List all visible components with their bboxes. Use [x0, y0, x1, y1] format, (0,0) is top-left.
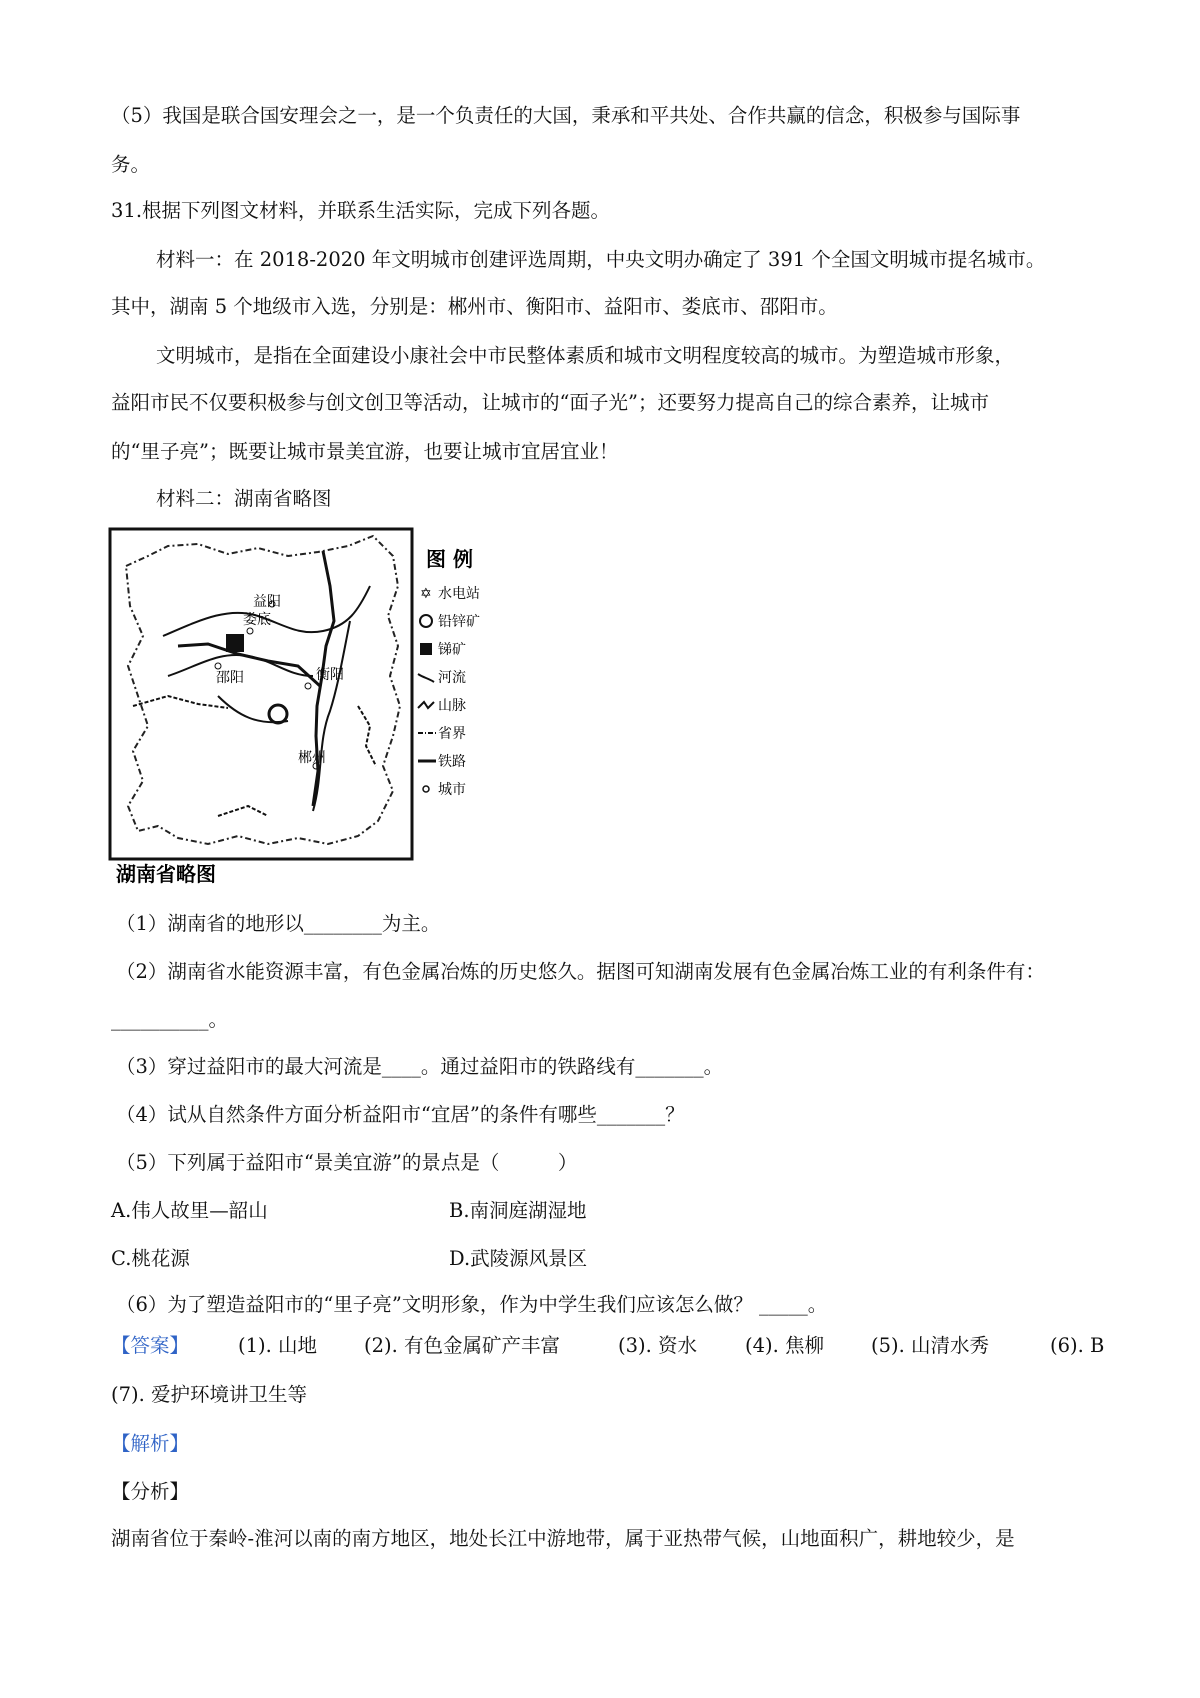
analysis-label: 【解析】 — [111, 1432, 190, 1455]
subquestion-2-line-2: __________。 — [111, 1008, 229, 1031]
city-hengyang-dot — [305, 683, 311, 689]
analysis-text: 湖南省位于秦岭-淮河以南的南方地区，地处长江中游地带，属于亚热带气候，山地面积广，耕地较少，是 — [111, 1527, 1015, 1550]
intro-line-1: （5）我国是联合国安理会之一，是一个负责任的大国，秉承和平共处、合作共赢的信念，积极参与国际事 — [111, 104, 1021, 127]
map-frame — [110, 529, 412, 859]
river-branch — [218, 696, 288, 722]
legend-item-2: 锑矿 — [438, 642, 466, 658]
hydropower-icon: ✡ — [420, 586, 432, 602]
railway-east-west — [178, 644, 320, 686]
intro-line-2: 务。 — [111, 153, 151, 176]
answer-item-3: (3). 资水 — [618, 1334, 698, 1357]
subquestion-2-line-1: （2）湖南省水能资源丰富，有色金属冶炼的历史悠久。据图可知湖南发展有色金属冶炼工业的有利条件有： — [116, 960, 1045, 983]
lead-zinc-mine-marker — [269, 705, 287, 723]
map-city-label-hengyang: 衡阳 — [316, 667, 344, 683]
mountain-range-east — [358, 706, 376, 766]
option-c: C.桃花源 — [111, 1247, 190, 1270]
answer-item-6: (6). B — [1050, 1334, 1105, 1357]
answer-item-5: (5). 山清水秀 — [871, 1334, 990, 1357]
hunan-map-figure — [108, 526, 528, 886]
material1-line-3: 文明城市，是指在全面建设小康社会中市民整体素质和城市文明程度较高的城市。为塑造城市形象， — [156, 344, 1015, 367]
legend-item-7: 城市 — [438, 782, 466, 798]
option-d: D.武陵源风景区 — [449, 1247, 588, 1270]
answer-item-1: (1). 山地 — [238, 1334, 318, 1357]
mountain-range-west — [133, 696, 228, 708]
material1-line-4: 益阳市民不仅要积极参与创文创卫等活动，让城市的“面子光”；还要努力提高自己的综合素养，让城市 — [111, 391, 989, 414]
legend-item-1: 铅锌矿 — [438, 614, 480, 630]
city-shaoyang-dot — [215, 663, 221, 669]
city-loudi-dot — [247, 628, 253, 634]
map-city-label-chenzhou: 郴州 — [298, 750, 326, 766]
map-city-label-loudi: 娄底 — [243, 612, 271, 628]
city-icon — [423, 786, 429, 792]
antimony-mine-marker — [226, 634, 244, 652]
legend-item-0: 水电站 — [438, 586, 480, 602]
map-city-label-yiyang: 益阳 — [253, 594, 281, 610]
map-caption: 湖南省略图 — [116, 862, 216, 886]
legend-item-4: 山脉 — [438, 698, 466, 714]
answer-item-4: (4). 焦柳 — [745, 1334, 825, 1357]
material1-line-2: 其中，湖南 5 个地级市入选，分别是：郴州市、衡阳市、益阳市、娄底市、邵阳市。 — [111, 295, 838, 318]
mountain-range-south — [218, 806, 268, 816]
hunan-map-svg — [108, 526, 528, 886]
legend-item-5: 省界 — [438, 726, 466, 742]
option-a: A.伟人故里—韶山 — [111, 1199, 268, 1222]
answer-item-2: (2). 有色金属矿产丰富 — [364, 1334, 561, 1357]
question-title: 31.根据下列图文材料，并联系生活实际，完成下列各题。 — [111, 199, 611, 222]
legend-item-6: 铁路 — [438, 754, 466, 770]
subquestion-1: （1）湖南省的地形以________为主。 — [116, 912, 441, 935]
river-xiang — [313, 621, 350, 811]
subquestion-4: （4）试从自然条件方面分析益阳市“宜居”的条件有哪些_______？ — [116, 1103, 685, 1126]
legend-item-3: 河流 — [438, 670, 466, 686]
antimony-icon — [420, 643, 432, 655]
subquestion-6: （6）为了塑造益阳市的“里子亮”文明形象，作为中学生我们应该怎么做？ _____。 — [116, 1293, 828, 1316]
subquestion-3: （3）穿过益阳市的最大河流是____。通过益阳市的铁路线有_______。 — [116, 1055, 724, 1078]
legend-title: 图 例 — [426, 547, 473, 571]
answer-label: 【答案】 — [111, 1334, 190, 1357]
option-b: B.南洞庭湖湿地 — [449, 1199, 587, 1222]
lead-zinc-icon — [420, 615, 432, 627]
province-border — [126, 536, 400, 844]
material1-line-1: 材料一：在 2018-2020 年文明城市创建评选周期，中央文明办确定了 391 个全国文明城市提名城市。 — [156, 248, 1046, 271]
subquestion-5: （5）下列属于益阳市“景美宜游”的景点是（ ） — [116, 1151, 578, 1174]
material1-line-5: 的“里子亮”；既要让城市景美宜游，也要让城市宜居宜业！ — [111, 440, 619, 463]
river-icon — [418, 674, 434, 682]
answer-item-7: (7). 爱护环境讲卫生等 — [111, 1383, 308, 1406]
analysis-sub-label: 【分析】 — [111, 1480, 190, 1503]
map-city-label-shaoyang: 邵阳 — [216, 670, 244, 686]
material2-label: 材料二：湖南省略图 — [156, 487, 332, 510]
mountain-icon — [418, 702, 434, 708]
